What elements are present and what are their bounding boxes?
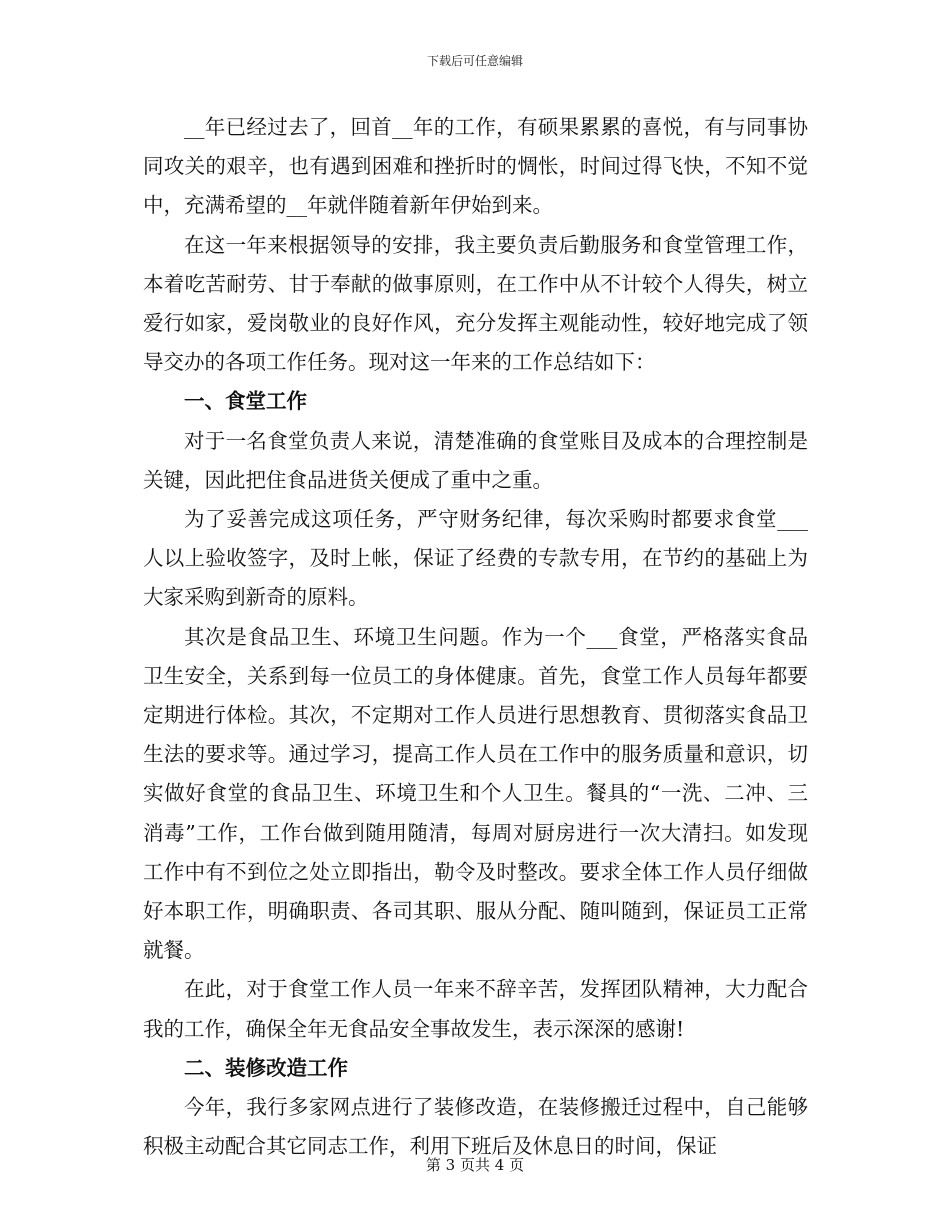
page-footer: 第 3 页共 4 页 xyxy=(425,1156,525,1174)
paragraph-thanks: 在此，对于食堂工作人员一年来不辞辛苦，发挥团队精神，大力配合我的工作，确保全年无食品安全事故发生，表示深深的感谢! xyxy=(143,977,808,1041)
section-heading-canteen: 一、食堂工作 xyxy=(184,389,307,414)
page-header: 下载后可任意编辑 xyxy=(426,54,523,68)
paragraph-intro: __年已经过去了，回首__年的工作，有硕果累累的喜悦，有与同事协同攻关的艰辛，也有遇到困难和挫折时的惆怅，时间过得飞快，不知不觉中，充满希望的__年就伴随着新年伊始到来。 xyxy=(143,115,808,218)
document-body xyxy=(143,108,808,1166)
paragraph-hygiene: 其次是食品卫生、环境卫生问题。作为一个___食堂，严格落实食品卫生安全，关系到每一位员工的身体健康。首先，食堂工作人员每年都要定期进行体检。其次，不定期对工作人员进行思想教育、贯彻落实食品卫生法的要求等。通过学习，提高工作人员在工作中的服务质量和意识，切实做好食堂的食品卫生、环境卫生和个人卫生。餐具的“一洗、二冲、三消毒”工作，工作台做到随用随清，每周对厨房进行一次大清扫。如发现工作中有不到位之处立即指出，勒令及时整改。要求全体工作人员仔细做好本职工作，明确职责、各司其职、服从分配、随叫随到，保证员工正常就餐。 xyxy=(143,624,808,963)
paragraph-responsibilities: 在这一年来根据领导的安排，我主要负责后勤服务和食堂管理工作，本着吃苦耐劳、甘于奉献的做事原则，在工作中从不计较个人得失，树立爱行如家，爱岗敬业的良好作风，充分发挥主观能动性，较好地完成了领导交办的各项工作任务。现对这一年来的工作总结如下： xyxy=(143,232,808,375)
paragraph-accounting: 对于一名食堂负责人来说，清楚准确的食堂账目及成本的合理控制是关键，因此把住食品进货关便成了重中之重。 xyxy=(143,428,808,492)
section-heading-renovation: 二、装修改造工作 xyxy=(184,1055,348,1080)
paragraph-purchasing: 为了妥善完成这项任务，严守财务纪律，每次采购时都要求食堂___人以上验收签字，及时上帐，保证了经费的专款专用，在节约的基础上为大家采购到新奇的原料。 xyxy=(143,507,808,610)
paragraph-renovation: 今年，我行多家网点进行了装修改造，在装修搬迁过程中，自己能够积极主动配合其它同志工作，利用下班后及休息日的时间，保证 xyxy=(143,1095,808,1159)
